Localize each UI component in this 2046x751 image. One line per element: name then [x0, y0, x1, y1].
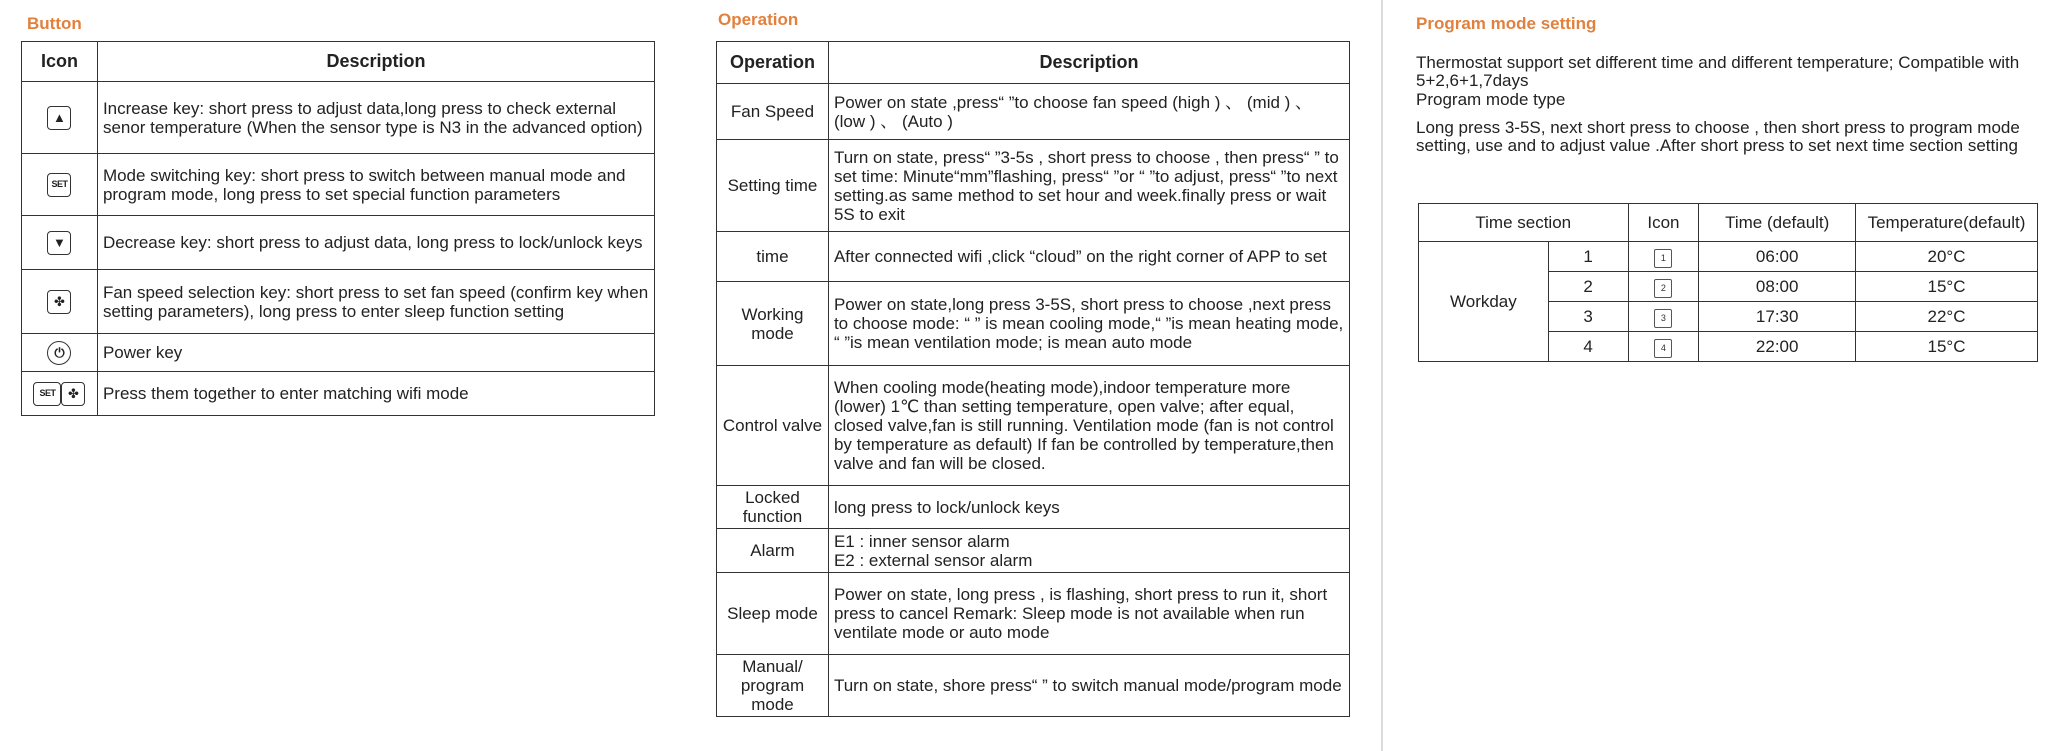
table-row: [717, 655, 1350, 717]
time-value: 22:00: [1699, 332, 1856, 362]
temperature-value: 22°C: [1856, 302, 2038, 332]
time-header: Time (default): [1699, 204, 1856, 242]
time-section-icon: 1: [1654, 249, 1672, 268]
time-value: 06:00: [1699, 242, 1856, 272]
table-row: [22, 154, 655, 216]
workday-label: Workday: [1419, 242, 1549, 362]
button-table: [21, 41, 655, 416]
table-row: [22, 372, 655, 416]
column-divider: [1381, 0, 1383, 751]
time-section-icon: 4: [1654, 339, 1672, 358]
operation-cell: Alarm: [717, 529, 829, 573]
section-number: 1: [1548, 242, 1628, 272]
table-row: [22, 334, 655, 372]
description-cell: Turn on state, shore press“ ” to switch manual mode/program mode: [828, 655, 1349, 717]
icon-header: Icon: [22, 42, 98, 82]
section-number: 2: [1548, 272, 1628, 302]
temperature-value: 15°C: [1856, 272, 2038, 302]
description-cell: long press to lock/unlock keys: [828, 486, 1349, 529]
table-row: [717, 282, 1350, 366]
table-row: [717, 232, 1350, 282]
time-value: 17:30: [1699, 302, 1856, 332]
description-line: E1 : inner sensor alarm: [833, 531, 1010, 551]
program-instructions-text: Long press 3-5S, next short press to choose , then short press to program mode setting, use and to adjust value .After short press to set next time section setting: [1416, 118, 2020, 155]
up-arrow-icon: ▲: [47, 106, 71, 130]
operation-table-header: [717, 42, 1350, 84]
table-row: [22, 270, 655, 334]
description-cell: Increase key: short press to adjust data,long press to check external senor temperature (When the sensor type is N3 in the advanced option): [97, 82, 654, 154]
description-cell: Power on state, long press , is flashing, short press to run it, short press to cancel Remark: Sleep mode is not available when run ventilate mode or auto mode: [828, 573, 1349, 655]
set-icon: SET: [33, 382, 61, 406]
temperature-value: 15°C: [1856, 332, 2038, 362]
program-table-header: [1419, 204, 2038, 242]
section-number: 3: [1548, 302, 1628, 332]
description-cell: Mode switching key: short press to switch between manual mode and program mode, long press to set special function parameters: [97, 154, 654, 216]
program-intro-text: Thermostat support set different time and different temperature; Compatible with 5+2,6+1,7days: [1416, 53, 2020, 90]
fan-icon: ✤: [61, 382, 85, 406]
power-icon: ⏻: [47, 341, 71, 365]
temperature-value: 20°C: [1856, 242, 2038, 272]
button-table-header: [22, 42, 655, 82]
description-header: Description: [97, 42, 654, 82]
description-cell: Decrease key: short press to adjust data, long press to lock/unlock keys: [97, 216, 654, 270]
time-section-icon: 3: [1654, 309, 1672, 328]
operation-section-title: Operation: [718, 10, 799, 29]
operation-cell: Locked function: [717, 486, 829, 529]
program-section-title: Program mode setting: [1416, 14, 1597, 33]
description-cell: When cooling mode(heating mode),indoor temperature more (lower) 1℃ than setting temperature, open valve; after equal, closed valve,fan is still running. Ventilation mode (fan is not control by temperature as default) If fan be controlled by temperature,then valve and fan will be closed.: [828, 366, 1349, 486]
description-header: Description: [828, 42, 1349, 84]
operation-cell: Setting time: [717, 140, 829, 232]
table-row: [717, 529, 1350, 573]
table-row: [717, 366, 1350, 486]
time-section-icon: 2: [1654, 279, 1672, 298]
description-cell: Turn on state, press“ ”3-5s , short press to choose , then press“ ” to set time: Minute“mm”flashing, press“ ”or “ ”to adjust, press“ ”to next setting.as same method to set hour and week.finally press or wait 5S to exit: [828, 140, 1349, 232]
temperature-header: Temperature(default): [1856, 204, 2038, 242]
section-number: 4: [1548, 332, 1628, 362]
operation-cell: Fan Speed: [717, 84, 829, 140]
table-row: [22, 216, 655, 270]
program-mode-type-text: Program mode type: [1416, 90, 1566, 109]
operation-table: [716, 41, 1350, 717]
button-section-title: Button: [27, 14, 82, 33]
program-table: [1418, 203, 2038, 362]
table-row: [1419, 242, 2038, 272]
set-icon: SET: [47, 173, 71, 197]
operation-cell: Manual/ program mode: [717, 655, 829, 717]
description-cell: Press them together to enter matching wifi mode: [97, 372, 654, 416]
operation-header: Operation: [717, 42, 829, 84]
time-value: 08:00: [1699, 272, 1856, 302]
description-cell: Fan speed selection key: short press to set fan speed (confirm key when setting parameters), long press to enter sleep function setting: [97, 270, 654, 334]
operation-cell: Sleep mode: [717, 573, 829, 655]
description-line: E2 : external sensor alarm: [833, 550, 1033, 570]
table-row: [717, 140, 1350, 232]
description-cell: Power key: [97, 334, 654, 372]
operation-cell: time: [717, 232, 829, 282]
description-cell: After connected wifi ,click “cloud” on the right corner of APP to set: [828, 232, 1349, 282]
icon-header: Icon: [1628, 204, 1699, 242]
time-section-header: Time section: [1419, 204, 1629, 242]
table-row: [717, 84, 1350, 140]
fan-icon: ✤: [47, 290, 71, 314]
operation-cell: Working mode: [717, 282, 829, 366]
description-cell: Power on state ,press“ ”to choose fan speed (high ) 、 (mid ) 、 (low ) 、 (Auto ): [828, 84, 1349, 140]
operation-cell: Control valve: [717, 366, 829, 486]
table-row: [717, 573, 1350, 655]
table-row: [717, 486, 1350, 529]
description-cell: Power on state,long press 3-5S, short press to choose ,next press to choose mode: “ ” is mean cooling mode,“ ”is mean heating mode, “ ”is mean ventilation mode; is mean auto mode: [828, 282, 1349, 366]
table-row: [22, 82, 655, 154]
down-arrow-icon: ▼: [47, 231, 71, 255]
